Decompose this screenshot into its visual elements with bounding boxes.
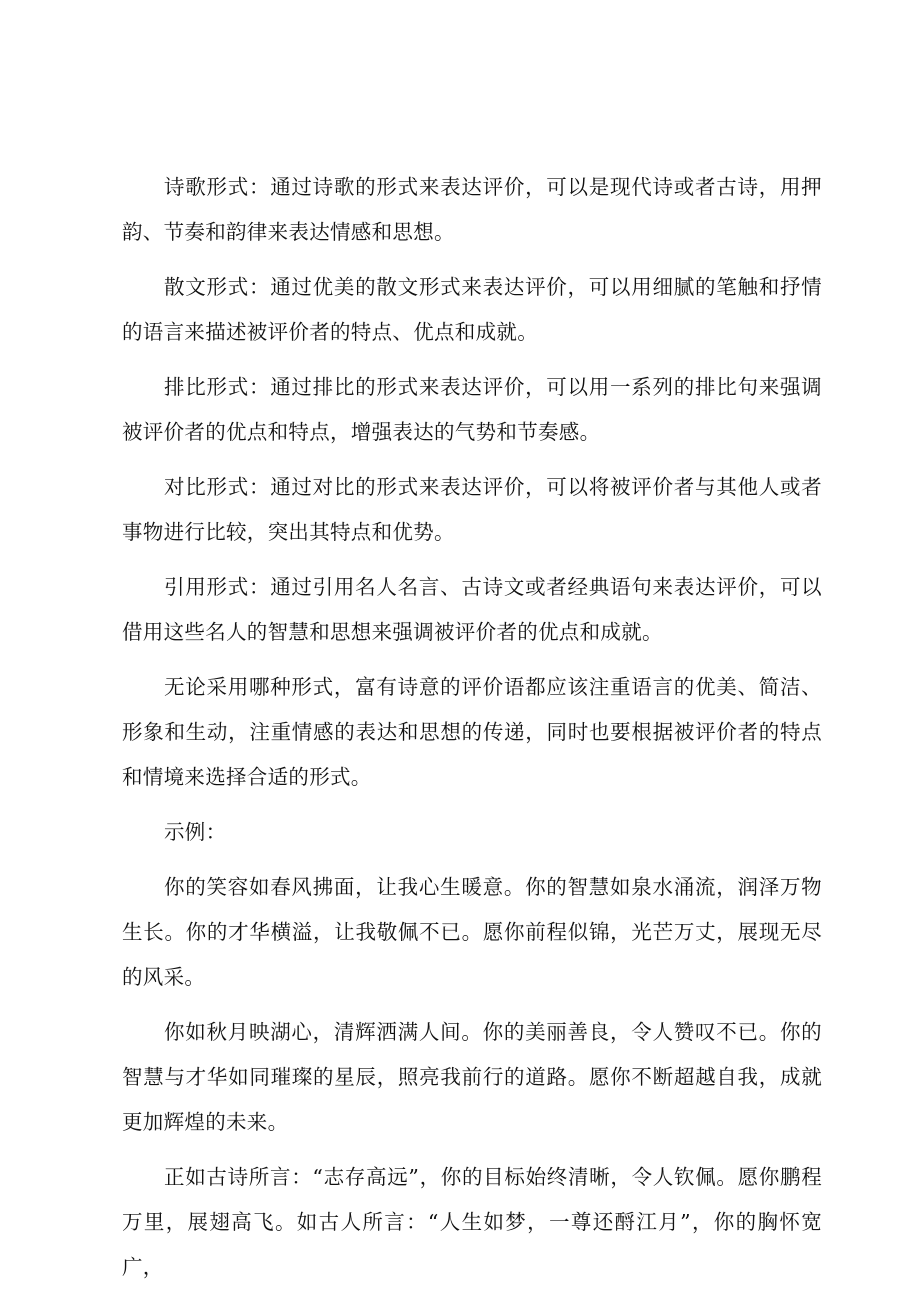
- paragraph-summary: 无论采用哪种形式，富有诗意的评价语都应该注重语言的优美、简洁、形象和生动，注重情感的表达和思想的传递，同时也要根据被评价者的特点和情境来选择合适的形式。: [122, 675, 822, 789]
- paragraph-parallelism-form: 排比形式：通过排比的形式来表达评价，可以用一系列的排比句来强调被评价者的优点和特点，增强表达的气势和节奏感。: [122, 375, 822, 444]
- paragraph-example-1: 你的笑容如春风拂面，让我心生暖意。你的智慧如泉水涌流，润泽万物生长。你的才华横溢，让我敬佩不已。愿你前程似锦，光芒万丈，展现无尽的风采。: [122, 875, 822, 989]
- document-body: [122, 165, 822, 1300]
- paragraph-prose-form: 散文形式：通过优美的散文形式来表达评价，可以用细腻的笔触和抒情的语言来描述被评价者的特点、优点和成就。: [122, 275, 822, 344]
- paragraph-example-3: 正如古诗所言：“志存高远”，你的目标始终清晰，令人钦佩。愿你鹏程万里，展翅高飞。如古人所言：“人生如梦，一尊还酹江月”，你的胸怀宽广，: [122, 1165, 822, 1279]
- paragraph-quotation-form: 引用形式：通过引用名人名言、古诗文或者经典语句来表达评价，可以借用这些名人的智慧和思想来强调被评价者的优点和成就。: [122, 575, 822, 644]
- paragraph-poetry-form: 诗歌形式：通过诗歌的形式来表达评价，可以是现代诗或者古诗，用押韵、节奏和韵律来表达情感和思想。: [122, 175, 822, 244]
- paragraph-example-heading: 示例：: [164, 820, 227, 844]
- paragraph-contrast-form: 对比形式：通过对比的形式来表达评价，可以将被评价者与其他人或者事物进行比较，突出其特点和优势。: [122, 475, 822, 544]
- paragraph-example-2: 你如秋月映湖心，清辉洒满人间。你的美丽善良，令人赞叹不已。你的智慧与才华如同璀璨的星辰，照亮我前行的道路。愿你不断超越自我，成就更加辉煌的未来。: [122, 1020, 822, 1134]
